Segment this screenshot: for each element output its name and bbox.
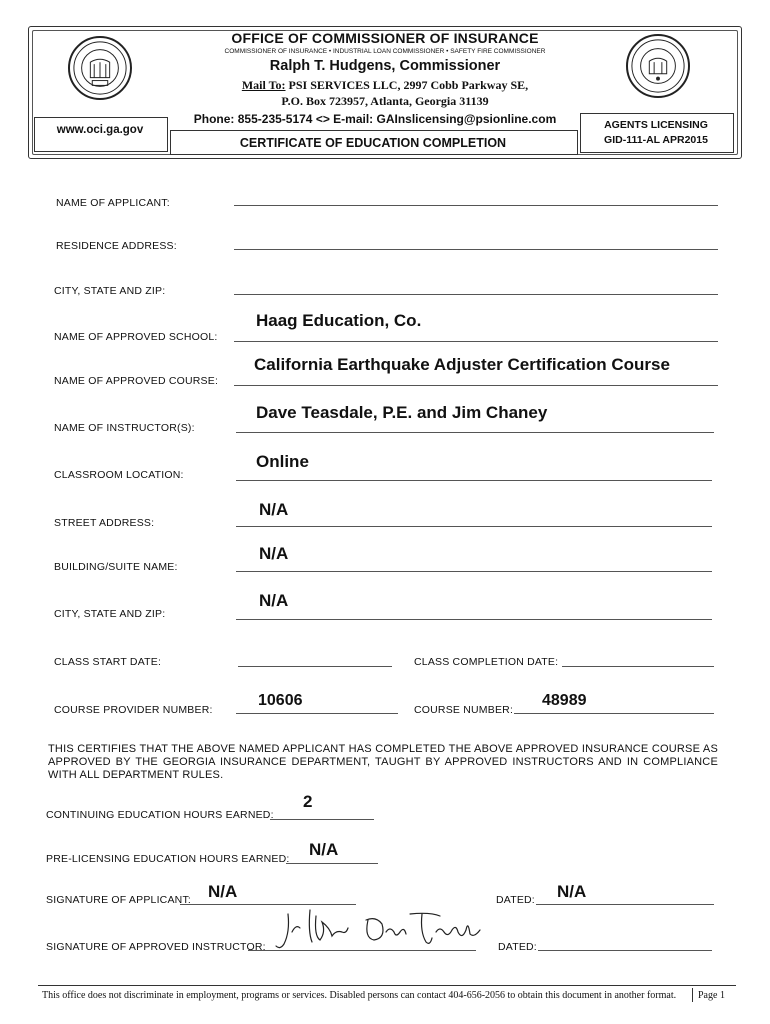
website-link[interactable]: www.oci.ga.gov (56, 124, 144, 136)
residence-address-label: RESIDENCE ADDRESS: (56, 240, 177, 252)
footer (38, 985, 736, 1004)
class-start-date-label: CLASS START DATE: (54, 656, 162, 668)
location-city-state-zip-value: N/A (259, 591, 289, 610)
approved-course-label: NAME OF APPROVED COURSE: (54, 375, 219, 387)
approved-school-label: NAME OF APPROVED SCHOOL: (54, 331, 218, 343)
commissioner-name: Ralph T. Hudgens, Commissioner (269, 58, 501, 74)
mail-to-label: Mail To: (241, 78, 286, 92)
street-address-label: STREET ADDRESS: (54, 517, 155, 529)
course-number-field[interactable] (514, 713, 714, 714)
instructor-dated-field[interactable] (538, 950, 712, 951)
office-subtitle: COMMISSIONER OF INSURANCE • INDUSTRIAL LOAN COMMISSIONER • SAFETY FIRE COMMISSIONER (224, 48, 546, 55)
class-start-date-field[interactable] (238, 666, 392, 667)
approved-school-field[interactable] (234, 341, 718, 342)
instructors-field[interactable] (236, 432, 714, 433)
course-provider-number-value: 10606 (258, 692, 303, 709)
footer-notice: This office does not discriminate in employment, programs or services. Disabled persons can contact 404-656-2056 to obtain this document in another format. (42, 990, 677, 1001)
applicant-dated-value: N/A (557, 882, 587, 901)
class-completion-date-field[interactable] (562, 666, 714, 667)
approved-school-value: Haag Education, Co. (256, 311, 422, 330)
instructor-signatures-image (270, 902, 490, 958)
applicant-signature-label: SIGNATURE OF APPLICANT: (46, 894, 192, 906)
footer-divider (692, 988, 693, 1002)
course-provider-number-label: COURSE PROVIDER NUMBER: (54, 704, 213, 716)
mail-to-line (170, 78, 600, 93)
instructor-signature-label: SIGNATURE OF APPROVED INSTRUCTOR: (46, 941, 266, 953)
form-title: CERTIFICATE OF EDUCATION COMPLETION (239, 136, 507, 150)
applicant-dated-label: DATED: (496, 894, 535, 906)
course-provider-number-field[interactable] (236, 713, 398, 714)
classroom-location-field[interactable] (236, 480, 712, 481)
applicant-name-field[interactable] (234, 205, 718, 206)
location-city-state-zip-label: CITY, STATE AND ZIP: (54, 608, 166, 620)
instructors-label: NAME OF INSTRUCTOR(S): (54, 422, 195, 434)
applicant-dated-field[interactable] (536, 904, 714, 905)
form-code-line1: AGENTS LICENSING (604, 119, 708, 131)
certification-statement: THIS CERTIFIES THAT THE ABOVE NAMED APPLICANT HAS COMPLETED THE ABOVE APPROVED INSURANCE COURSE AS APPROVED BY THE GEORGIA INSURANCE DEPARTMENT, TAUGHT BY APPROVED INSTRUCTORS AND IN COMPLIANCE WITH ALL DEPARTMENT RULES. (48, 743, 718, 781)
approved-course-value: California Earthquake Adjuster Certification Course (254, 355, 670, 374)
location-city-state-zip-field[interactable] (236, 619, 712, 620)
residence-address-field[interactable] (234, 249, 718, 250)
instructors-value: Dave Teasdale, P.E. and Jim Chaney (256, 403, 548, 422)
building-suite-label: BUILDING/SUITE NAME: (54, 561, 178, 573)
course-number-label: COURSE NUMBER: (414, 704, 514, 716)
contact-phone-email: Phone: 855-235-5174 <> E-mail: GAInslicensing@psionline.com (193, 112, 557, 126)
georgia-state-seal-icon (68, 36, 132, 100)
pre-licensing-hours-field[interactable] (286, 863, 378, 864)
building-suite-field[interactable] (236, 571, 712, 572)
building-suite-value: N/A (259, 544, 289, 563)
course-number-value: 48989 (542, 692, 587, 709)
ce-hours-label: CONTINUING EDUCATION HOURS EARNED: (46, 809, 274, 821)
pre-licensing-hours-value: N/A (309, 840, 339, 859)
class-completion-date-label: CLASS COMPLETION DATE: (414, 656, 559, 668)
instructor-dated-label: DATED: (498, 941, 537, 953)
mail-to-address-line1: PSI SERVICES LLC, 2997 Cobb Parkway SE, (285, 78, 529, 92)
classroom-location-label: CLASSROOM LOCATION: (54, 469, 184, 481)
city-state-zip-label: CITY, STATE AND ZIP: (54, 285, 166, 297)
classroom-location-value: Online (256, 452, 309, 471)
applicant-name-label: NAME OF APPLICANT: (56, 197, 170, 209)
approved-course-field[interactable] (234, 385, 718, 386)
form-code-line2: GID-111-AL APR2015 (604, 134, 708, 146)
page-number: Page 1 (698, 990, 725, 1001)
city-state-zip-field[interactable] (234, 294, 718, 295)
office-title: OFFICE OF COMMISSIONER OF INSURANCE (231, 30, 539, 46)
ce-hours-field[interactable] (270, 819, 374, 820)
pre-licensing-hours-label: PRE-LICENSING EDUCATION HOURS EARNED: (46, 853, 290, 865)
street-address-value: N/A (259, 500, 289, 519)
mail-to-address-line2: P.O. Box 723957, Atlanta, Georgia 31139 (281, 94, 489, 108)
ce-hours-value: 2 (303, 792, 313, 811)
insurance-office-seal-icon (626, 34, 690, 98)
street-address-field[interactable] (236, 526, 712, 527)
applicant-signature-value: N/A (208, 882, 238, 901)
